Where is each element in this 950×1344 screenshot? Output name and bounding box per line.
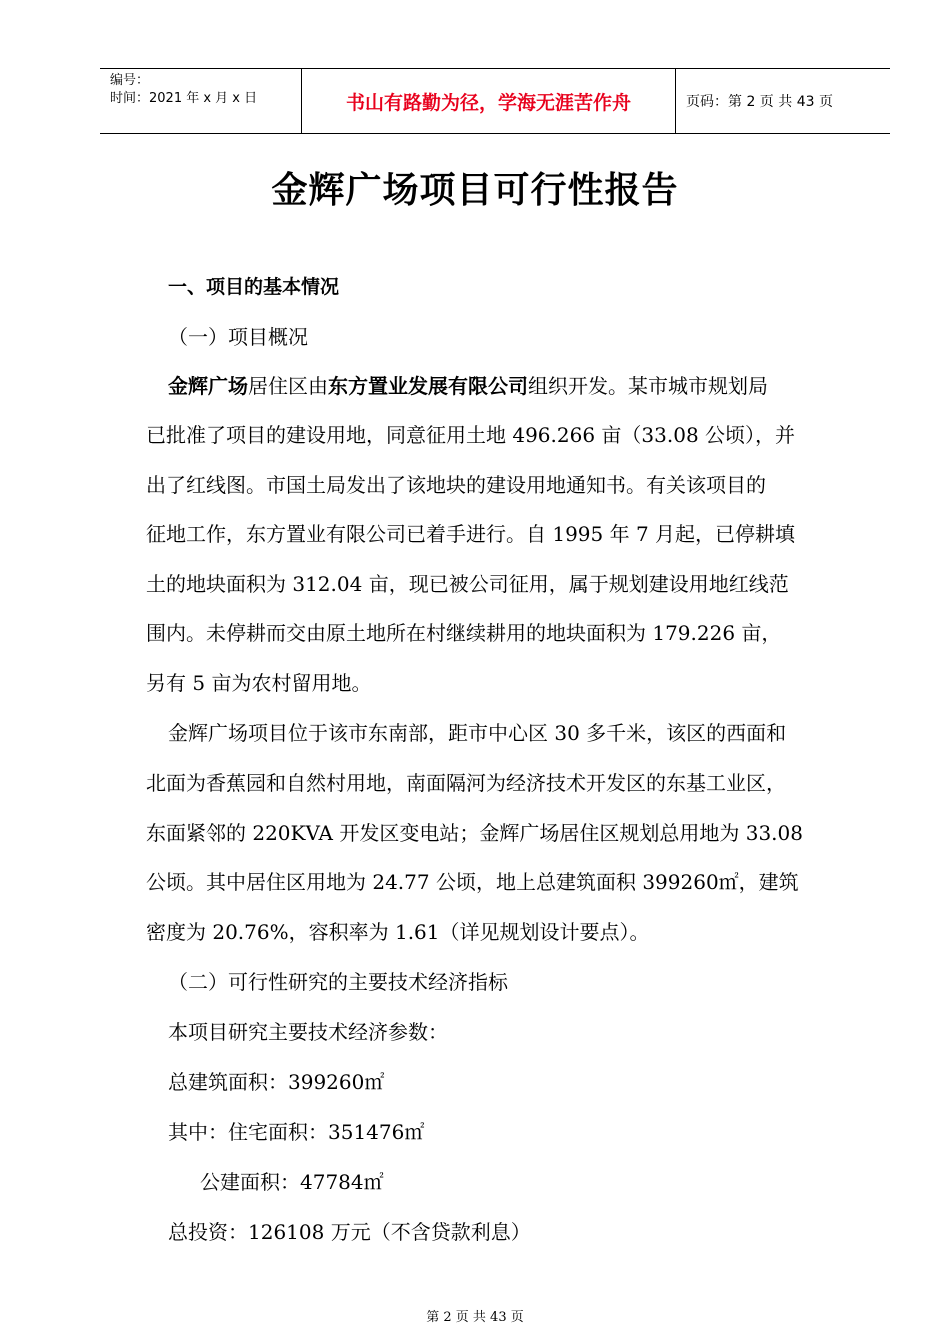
paragraph-1-line-4: 征地工作，东方置业有限公司已着手进行。自 1995 年 7 月起，已停耕填 [146, 522, 796, 546]
project-name: 金辉广场 [168, 374, 248, 398]
section-heading: 一、项目的基本情况 [168, 276, 340, 298]
header-meta [100, 69, 302, 133]
subsection-heading-1: （一）项目概况 [168, 325, 308, 349]
public-building-area: 公建面积：47784㎡ [200, 1170, 384, 1194]
header-motto: 书山有路勤为径，学海无涯苦作舟 [302, 69, 676, 133]
paragraph-1-line-3: 出了红线图。市国土局发出了该地块的建设用地通知书。有关该项目的 [146, 473, 766, 497]
paragraph-1-line-1: 金辉广场居住区由东方置业发展有限公司组织开发。某市城市规划局 [168, 374, 768, 398]
subsection-heading-2: （二）可行性研究的主要技术经济指标 [168, 970, 508, 994]
page-footer: 第 2 页 共 43 页 [426, 1310, 524, 1325]
paragraph-1-line-5: 土的地块面积为 312.04 亩，现已被公司征用，属于规划建设用地红线范 [146, 572, 789, 596]
paragraph-1-line-2: 已批准了项目的建设用地，同意征用土地 496.266 亩（33.08 公顷），并 [146, 423, 796, 447]
header-page-info: 页码：第 2 页 共 43 页 [686, 94, 833, 110]
page-header [100, 68, 890, 134]
document-title: 金辉广场项目可行性报告 [271, 170, 679, 211]
paragraph-2-line-5: 密度为 20.76%，容积率为 1.61（详见规划设计要点）。 [146, 920, 650, 944]
paragraph-2-line-4: 公顷。其中居住区用地为 24.77 公顷，地上总建筑面积 399260㎡，建筑 [146, 870, 799, 894]
paragraph-1-line-6: 围内。未停耕而交由原土地所在村继续耕用的地块面积为 179.226 亩， [146, 621, 782, 645]
residential-area: 其中：住宅面积：351476㎡ [168, 1120, 425, 1144]
paragraph-2-line-2: 北面为香蕉园和自然村用地，南面隔河为经济技术开发区的东基工业区， [146, 771, 786, 795]
paragraph-1-line-7: 另有 5 亩为农村留用地。 [146, 671, 372, 695]
parameters-intro: 本项目研究主要技术经济参数： [168, 1020, 448, 1044]
serial-label: 编号： [110, 73, 150, 88]
total-floor-area: 总建筑面积：399260㎡ [168, 1070, 385, 1094]
company-name: 东方置业发展有限公司 [328, 374, 528, 398]
time-label: 时间：2021 年 x 月 x 日 [110, 91, 258, 106]
paragraph-2-line-3: 东面紧邻的 220KVA 开发区变电站；金辉广场居住区规划总用地为 33.08 [146, 821, 803, 845]
total-investment: 总投资：126108 万元（不含贷款利息） [168, 1220, 531, 1244]
paragraph-2-line-1: 金辉广场项目位于该市东南部，距市中心区 30 多千米，该区的西面和 [168, 721, 787, 745]
